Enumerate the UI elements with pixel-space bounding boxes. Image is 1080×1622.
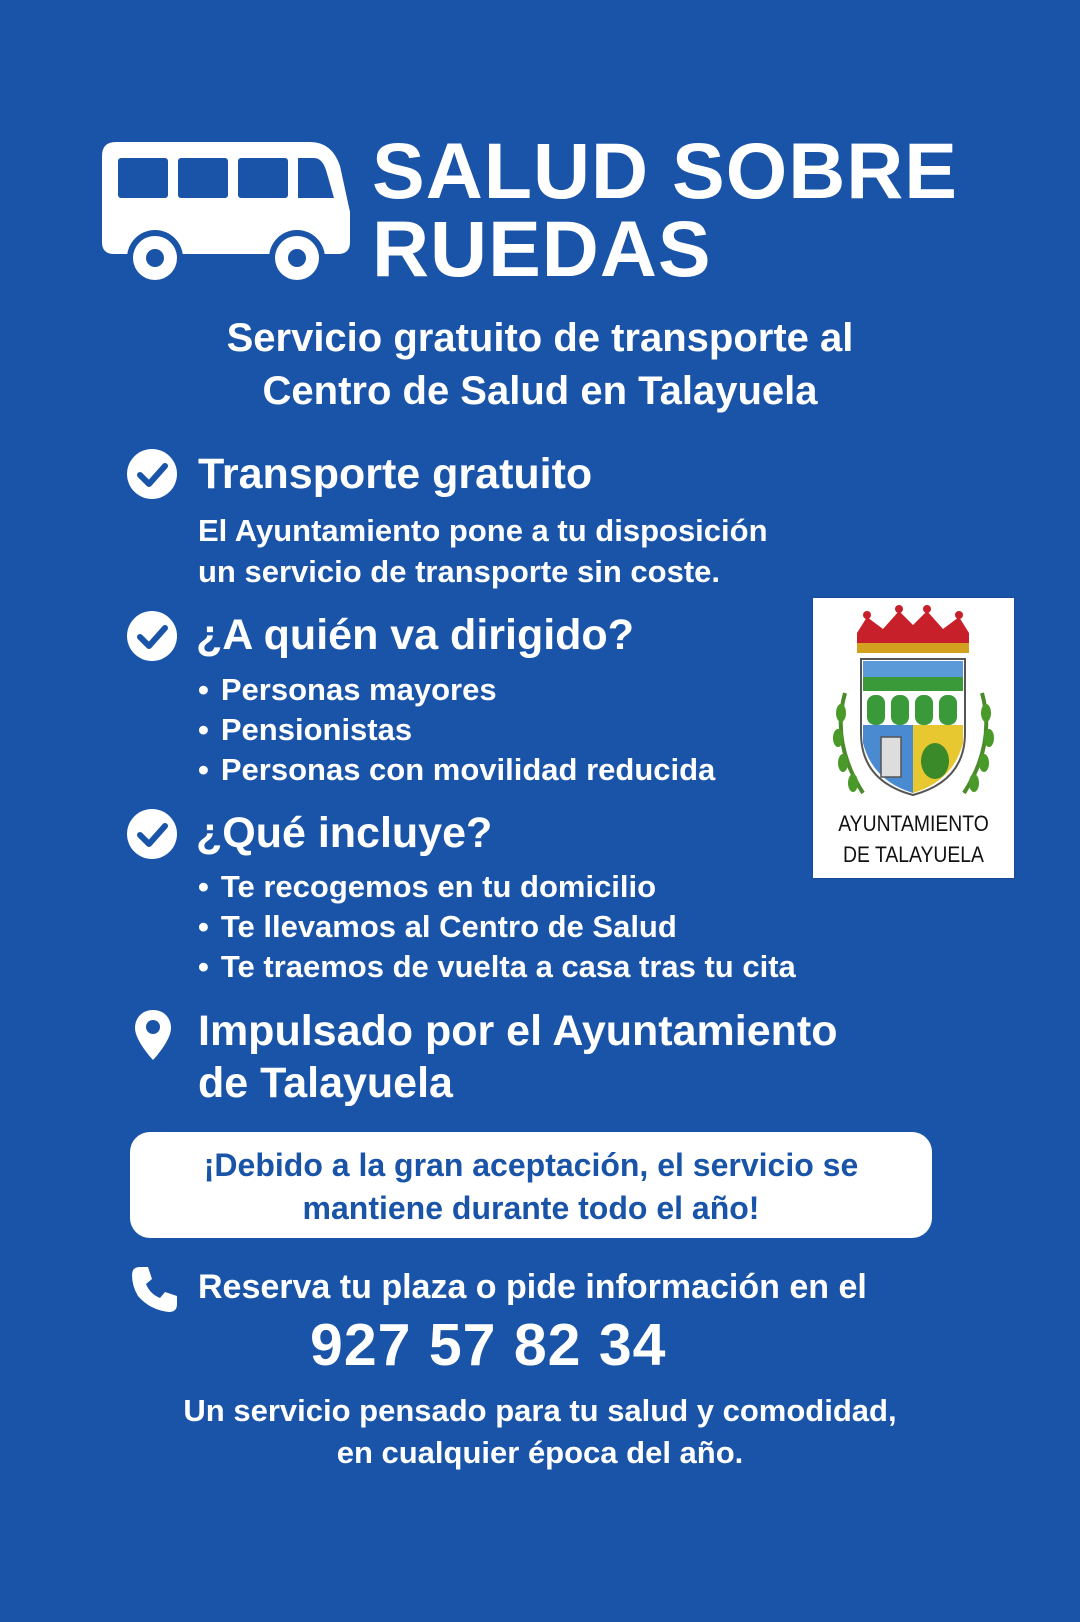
notice-text — [130, 1144, 932, 1230]
list-item: • Personas mayores — [198, 670, 715, 710]
municipality-logo — [813, 598, 1014, 878]
list-item: • Te llevamos al Centro de Salud — [198, 907, 796, 947]
title-line-1: SALUD SOBRE — [372, 126, 958, 215]
footer-line-2: en cualquier época del año. — [336, 1435, 744, 1470]
footer-text — [40, 1390, 1040, 1474]
phone-icon — [130, 1264, 180, 1314]
transport-text-line-1: El Ayuntamiento pone a tu disposición — [198, 513, 768, 548]
includes-list — [198, 867, 796, 987]
transport-heading: Transporte gratuito — [198, 450, 593, 498]
sponsor-line-1: Impulsado por el Ayuntamiento — [198, 1007, 838, 1055]
subtitle-line-2: Centro de Salud en Talayuela — [262, 369, 818, 413]
list-item: • Te traemos de vuelta a casa tras tu cita — [198, 947, 796, 987]
list-item: • Te recogemos en tu domicilio — [198, 867, 796, 907]
sponsor-text — [198, 1005, 837, 1109]
list-item: • Personas con movilidad reducida — [198, 750, 715, 790]
bus-icon — [100, 140, 352, 286]
contact-text: Reserva tu plaza o pide información en el — [198, 1268, 867, 1306]
check-circle-icon — [126, 808, 178, 860]
sponsor-line-2: de Talayuela — [198, 1059, 453, 1107]
audience-heading: ¿A quién va dirigido? — [196, 611, 634, 659]
title-line-2: RUEDAS — [372, 204, 712, 293]
notice-box — [130, 1132, 932, 1238]
logo-label — [825, 808, 1002, 870]
subtitle — [40, 312, 1040, 418]
location-pin-icon — [133, 1008, 173, 1062]
audience-list — [198, 670, 715, 790]
includes-heading: ¿Qué incluye? — [196, 809, 493, 857]
footer-line-1: Un servicio pensado para tu salud y comodidad, — [183, 1393, 897, 1428]
logo-line-2: DE TALAYUELA — [843, 842, 984, 867]
logo-line-1: AYUNTAMIENTO — [838, 811, 989, 836]
page-title — [372, 126, 1012, 293]
transport-description — [198, 510, 768, 592]
subtitle-line-1: Servicio gratuito de transporte al — [226, 316, 854, 360]
check-circle-icon — [126, 610, 178, 662]
coat-of-arms-icon — [823, 603, 1004, 803]
check-circle-icon — [126, 448, 178, 500]
notice-line-2: mantiene durante todo el año! — [302, 1190, 760, 1226]
list-item: • Pensionistas — [198, 710, 715, 750]
transport-text-line-2: un servicio de transporte sin coste. — [198, 554, 720, 589]
notice-line-1: ¡Debido a la gran aceptación, el servicio se — [203, 1147, 859, 1183]
phone-number[interactable]: 927 57 82 34 — [310, 1312, 667, 1378]
